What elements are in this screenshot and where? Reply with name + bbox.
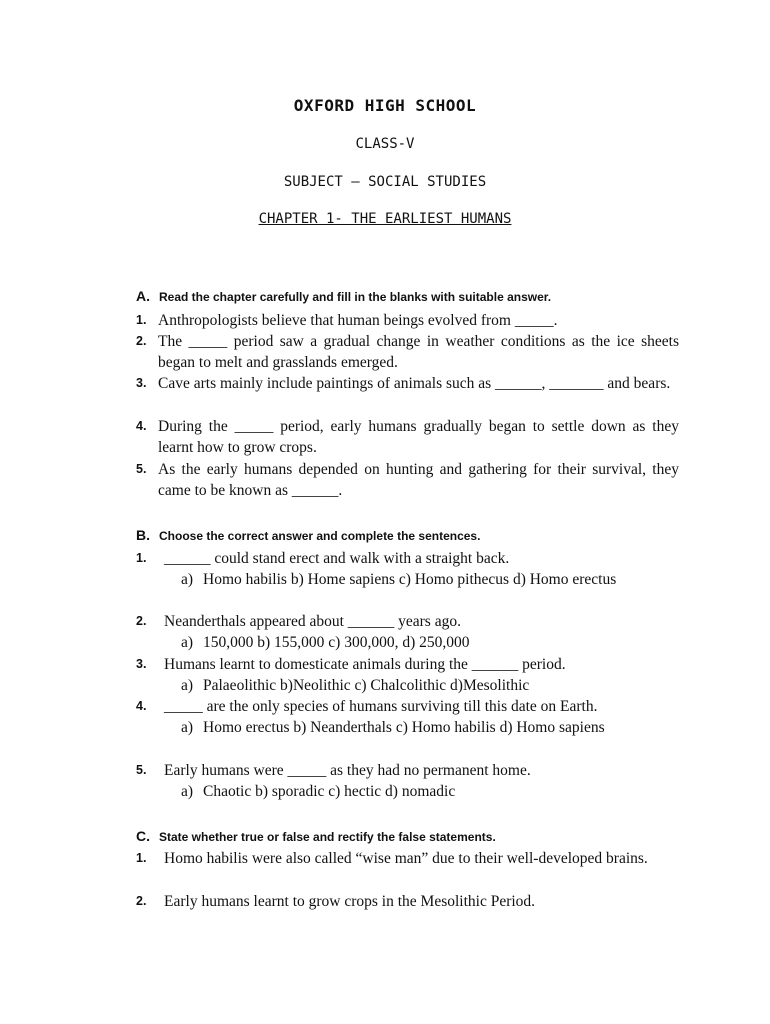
option-text: Palaeolithic b)Neolithic c) Chalcolithic d)Mesolithic bbox=[203, 677, 530, 694]
question-number: 2. bbox=[136, 894, 147, 908]
options-b2 bbox=[181, 632, 679, 653]
option-label: a) bbox=[181, 783, 194, 800]
options-b4 bbox=[181, 717, 679, 738]
question-text: Early humans were _____ as they had no permanent home. bbox=[164, 762, 531, 779]
school-name: OXFORD HIGH SCHOOL bbox=[293, 96, 477, 115]
question-number: 1. bbox=[136, 313, 147, 327]
option-label: a) bbox=[181, 571, 194, 588]
question-b2 bbox=[136, 611, 679, 632]
question-text: During the _____ period, early humans gradually began to settle down as they learnt how to grow crops. bbox=[158, 418, 679, 456]
question-number: 1. bbox=[136, 551, 147, 565]
section-a-heading bbox=[136, 288, 551, 304]
question-a3 bbox=[136, 373, 679, 394]
section-b-letter: B. bbox=[136, 527, 150, 543]
option-text: Chaotic b) sporadic c) hectic d) nomadic bbox=[203, 783, 456, 800]
option-label: a) bbox=[181, 719, 194, 736]
section-a-letter: A. bbox=[136, 288, 150, 304]
question-text: ______ could stand erect and walk with a straight back. bbox=[164, 550, 510, 567]
question-b3 bbox=[136, 654, 679, 675]
option-text: 150,000 b) 155,000 c) 300,000, d) 250,000 bbox=[203, 634, 470, 651]
chapter-title: CHAPTER 1- THE EARLIEST HUMANS bbox=[258, 211, 512, 227]
question-number: 4. bbox=[136, 419, 147, 433]
question-number: 4. bbox=[136, 699, 147, 713]
question-text: Early humans learnt to grow crops in the Mesolithic Period. bbox=[164, 893, 536, 910]
class-label: CLASS-V bbox=[355, 136, 415, 152]
section-a-instruction: Read the chapter carefully and fill in the blanks with suitable answer. bbox=[159, 290, 552, 304]
question-number: 5. bbox=[136, 763, 147, 777]
section-b-heading bbox=[136, 527, 480, 543]
question-text: The _____ period saw a gradual change in weather conditions as the ice sheets began to melt and grasslands emerged. bbox=[158, 333, 679, 371]
section-c-letter: C. bbox=[136, 828, 150, 844]
option-label: a) bbox=[181, 677, 194, 694]
question-text: Homo habilis were also called “wise man” due to their well-developed brains. bbox=[164, 850, 648, 867]
question-b4 bbox=[136, 696, 679, 717]
question-text: As the early humans depended on hunting and gathering for their survival, they came to be known as ______. bbox=[158, 461, 679, 499]
question-text: Cave arts mainly include paintings of animals such as ______, _______ and bears. bbox=[158, 375, 671, 392]
question-a4 bbox=[136, 416, 679, 458]
options-b1 bbox=[181, 569, 679, 590]
question-number: 3. bbox=[136, 376, 147, 390]
question-a1 bbox=[136, 310, 679, 331]
option-text: Homo habilis b) Home sapiens c) Homo pithecus d) Homo erectus bbox=[203, 571, 617, 588]
section-c-instruction: State whether true or false and rectify the false statements. bbox=[159, 830, 496, 844]
question-number: 5. bbox=[136, 462, 147, 476]
question-text: Anthropologists believe that human beings evolved from _____. bbox=[158, 312, 558, 329]
question-number: 1. bbox=[136, 851, 147, 865]
question-c2 bbox=[136, 891, 679, 912]
question-text: _____ are the only species of humans surviving till this date on Earth. bbox=[164, 698, 598, 715]
question-b1 bbox=[136, 548, 679, 569]
question-a5 bbox=[136, 459, 679, 501]
section-b-instruction: Choose the correct answer and complete the sentences. bbox=[159, 529, 481, 543]
question-a2 bbox=[136, 331, 679, 373]
question-number: 2. bbox=[136, 334, 147, 348]
question-number: 2. bbox=[136, 614, 147, 628]
section-c-heading bbox=[136, 828, 496, 844]
option-label: a) bbox=[181, 634, 194, 651]
subject-label: SUBJECT – SOCIAL STUDIES bbox=[283, 174, 487, 190]
question-text: Humans learnt to domesticate animals during the ______ period. bbox=[164, 656, 566, 673]
question-b5 bbox=[136, 760, 679, 781]
options-b3 bbox=[181, 675, 679, 696]
options-b5 bbox=[181, 781, 679, 802]
question-number: 3. bbox=[136, 657, 147, 671]
question-c1 bbox=[136, 848, 679, 869]
question-text: Neanderthals appeared about ______ years ago. bbox=[164, 613, 461, 630]
option-text: Homo erectus b) Neanderthals c) Homo habilis d) Homo sapiens bbox=[203, 719, 605, 736]
